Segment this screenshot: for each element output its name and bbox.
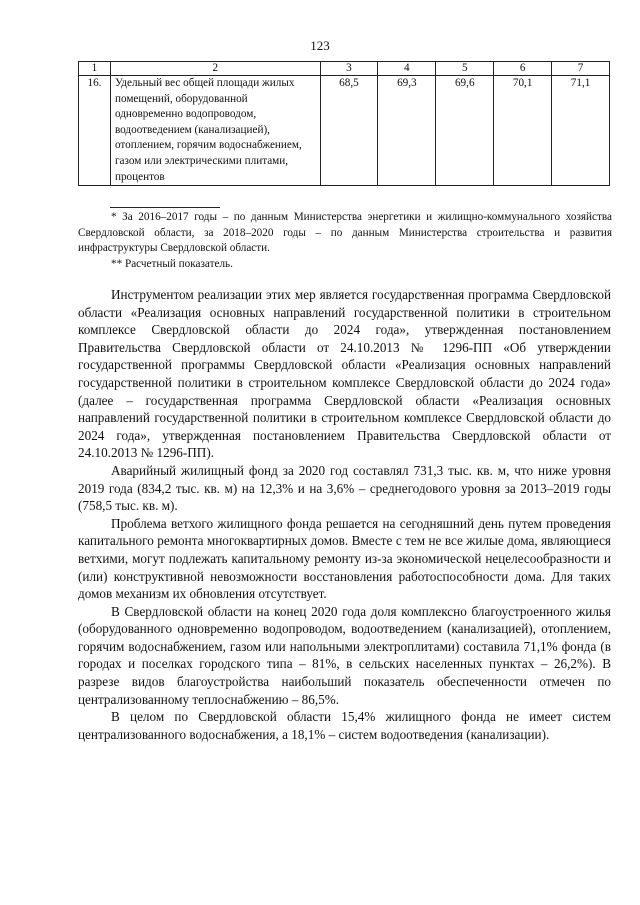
row-value: 70,1 [494,76,552,186]
page-number: 123 [310,38,330,53]
row-description: Удельный вес общей площади жилых помещений, оборудованной одновременно водопроводом, водоотведением (канализацией), отоплением, горячим водоснабжением, газом или электрическими плитами, процентов [110,76,320,186]
table-header-cell: 5 [436,62,494,76]
table-header-cell: 7 [552,62,610,76]
paragraph: В Свердловской области на конец 2020 года доля комплексно благоустроенного жилья (оборудованного одновременно водопроводом, водоотведением (канализацией), отоплением, горячим водоснабжением, газом или напольными электроплитами) составила 71,1% фонда (в городах и поселках городского типа – 81%, в сельских населенных пунктах – 26,2%). В разрезе видов благоустройства наибольший показатель обеспеченности отмечен по централизованному теплоснабжению – 86,5%. [78,603,611,707]
row-number: 16. [79,76,111,186]
table-row [79,76,610,186]
row-value: 69,6 [436,76,494,186]
indicator-table [78,61,610,186]
table-header-row [79,62,610,76]
table-header-cell: 6 [494,62,552,76]
table-header-cell: 4 [378,62,436,76]
paragraph: Проблема ветхого жилищного фонда решается на сегодняшний день путем проведения капитального ремонта многоквартирных домов. Вместе с тем не все жилые дома, являющиеся ветхими, могут подлежать капитальному ремонту из-за экономической нецелесообразности и (или) конструктивной невозможности восстановления работоспособности дома. Для таких домов механизм их обновления отсутствует. [78,515,611,602]
paragraph: В целом по Свердловской области 15,4% жилищного фонда не имеет систем централизованного водоснабжения, а 18,1% – систем водоотведения (канализации). [78,709,611,742]
row-value: 69,3 [378,76,436,186]
paragraph: Аварийный жилищный фонд за 2020 год составлял 731,3 тыс. кв. м, что ниже уровня 2019 года (834,2 тыс. кв. м) на 12,3% и на 3,6% – среднегодового уровня за 2013–2019 годы (758,5 тыс. кв. м). [78,462,611,514]
table-header-cell: 2 [110,62,320,76]
table-header-cell: 1 [79,62,111,76]
paragraph: Инструментом реализации этих мер является государственная программа Свердловской области «Реализация основных направлений государственной политики в строительном комплексе Свердловской области до 2024 года», утвержденная постановлением Правительства Свердловской области от 24.10.2013 № 1296-ПП «Об утверждении государственной программы Свердловской области «Реализация основных направлений государственной политики в строительном комплексе Свердловской области до 2024 года» (далее – государственная программа Свердловской области «Реализация основных направлений государственной политики в строительном комплексе Свердловской области до 2024 года», утвержденная постановлением Правительства Свердловской области от 24.10.2013 № 1296-ПП). [78,287,611,461]
footnote-divider [110,207,220,208]
body-text [78,286,611,743]
footnotes [78,210,612,272]
row-value: 71,1 [552,76,610,186]
row-value: 68,5 [320,76,378,186]
footnote: ** Расчетный показатель. [111,257,233,270]
table-header-cell: 3 [320,62,378,76]
footnote: * За 2016–2017 годы – по данным Министерства энергетики и жилищно-коммунального хозяйства Свердловской области, за 2018–2020 годы – по данным Министерства строительства и развития инфраструктуры Свердловской области. [78,211,612,255]
